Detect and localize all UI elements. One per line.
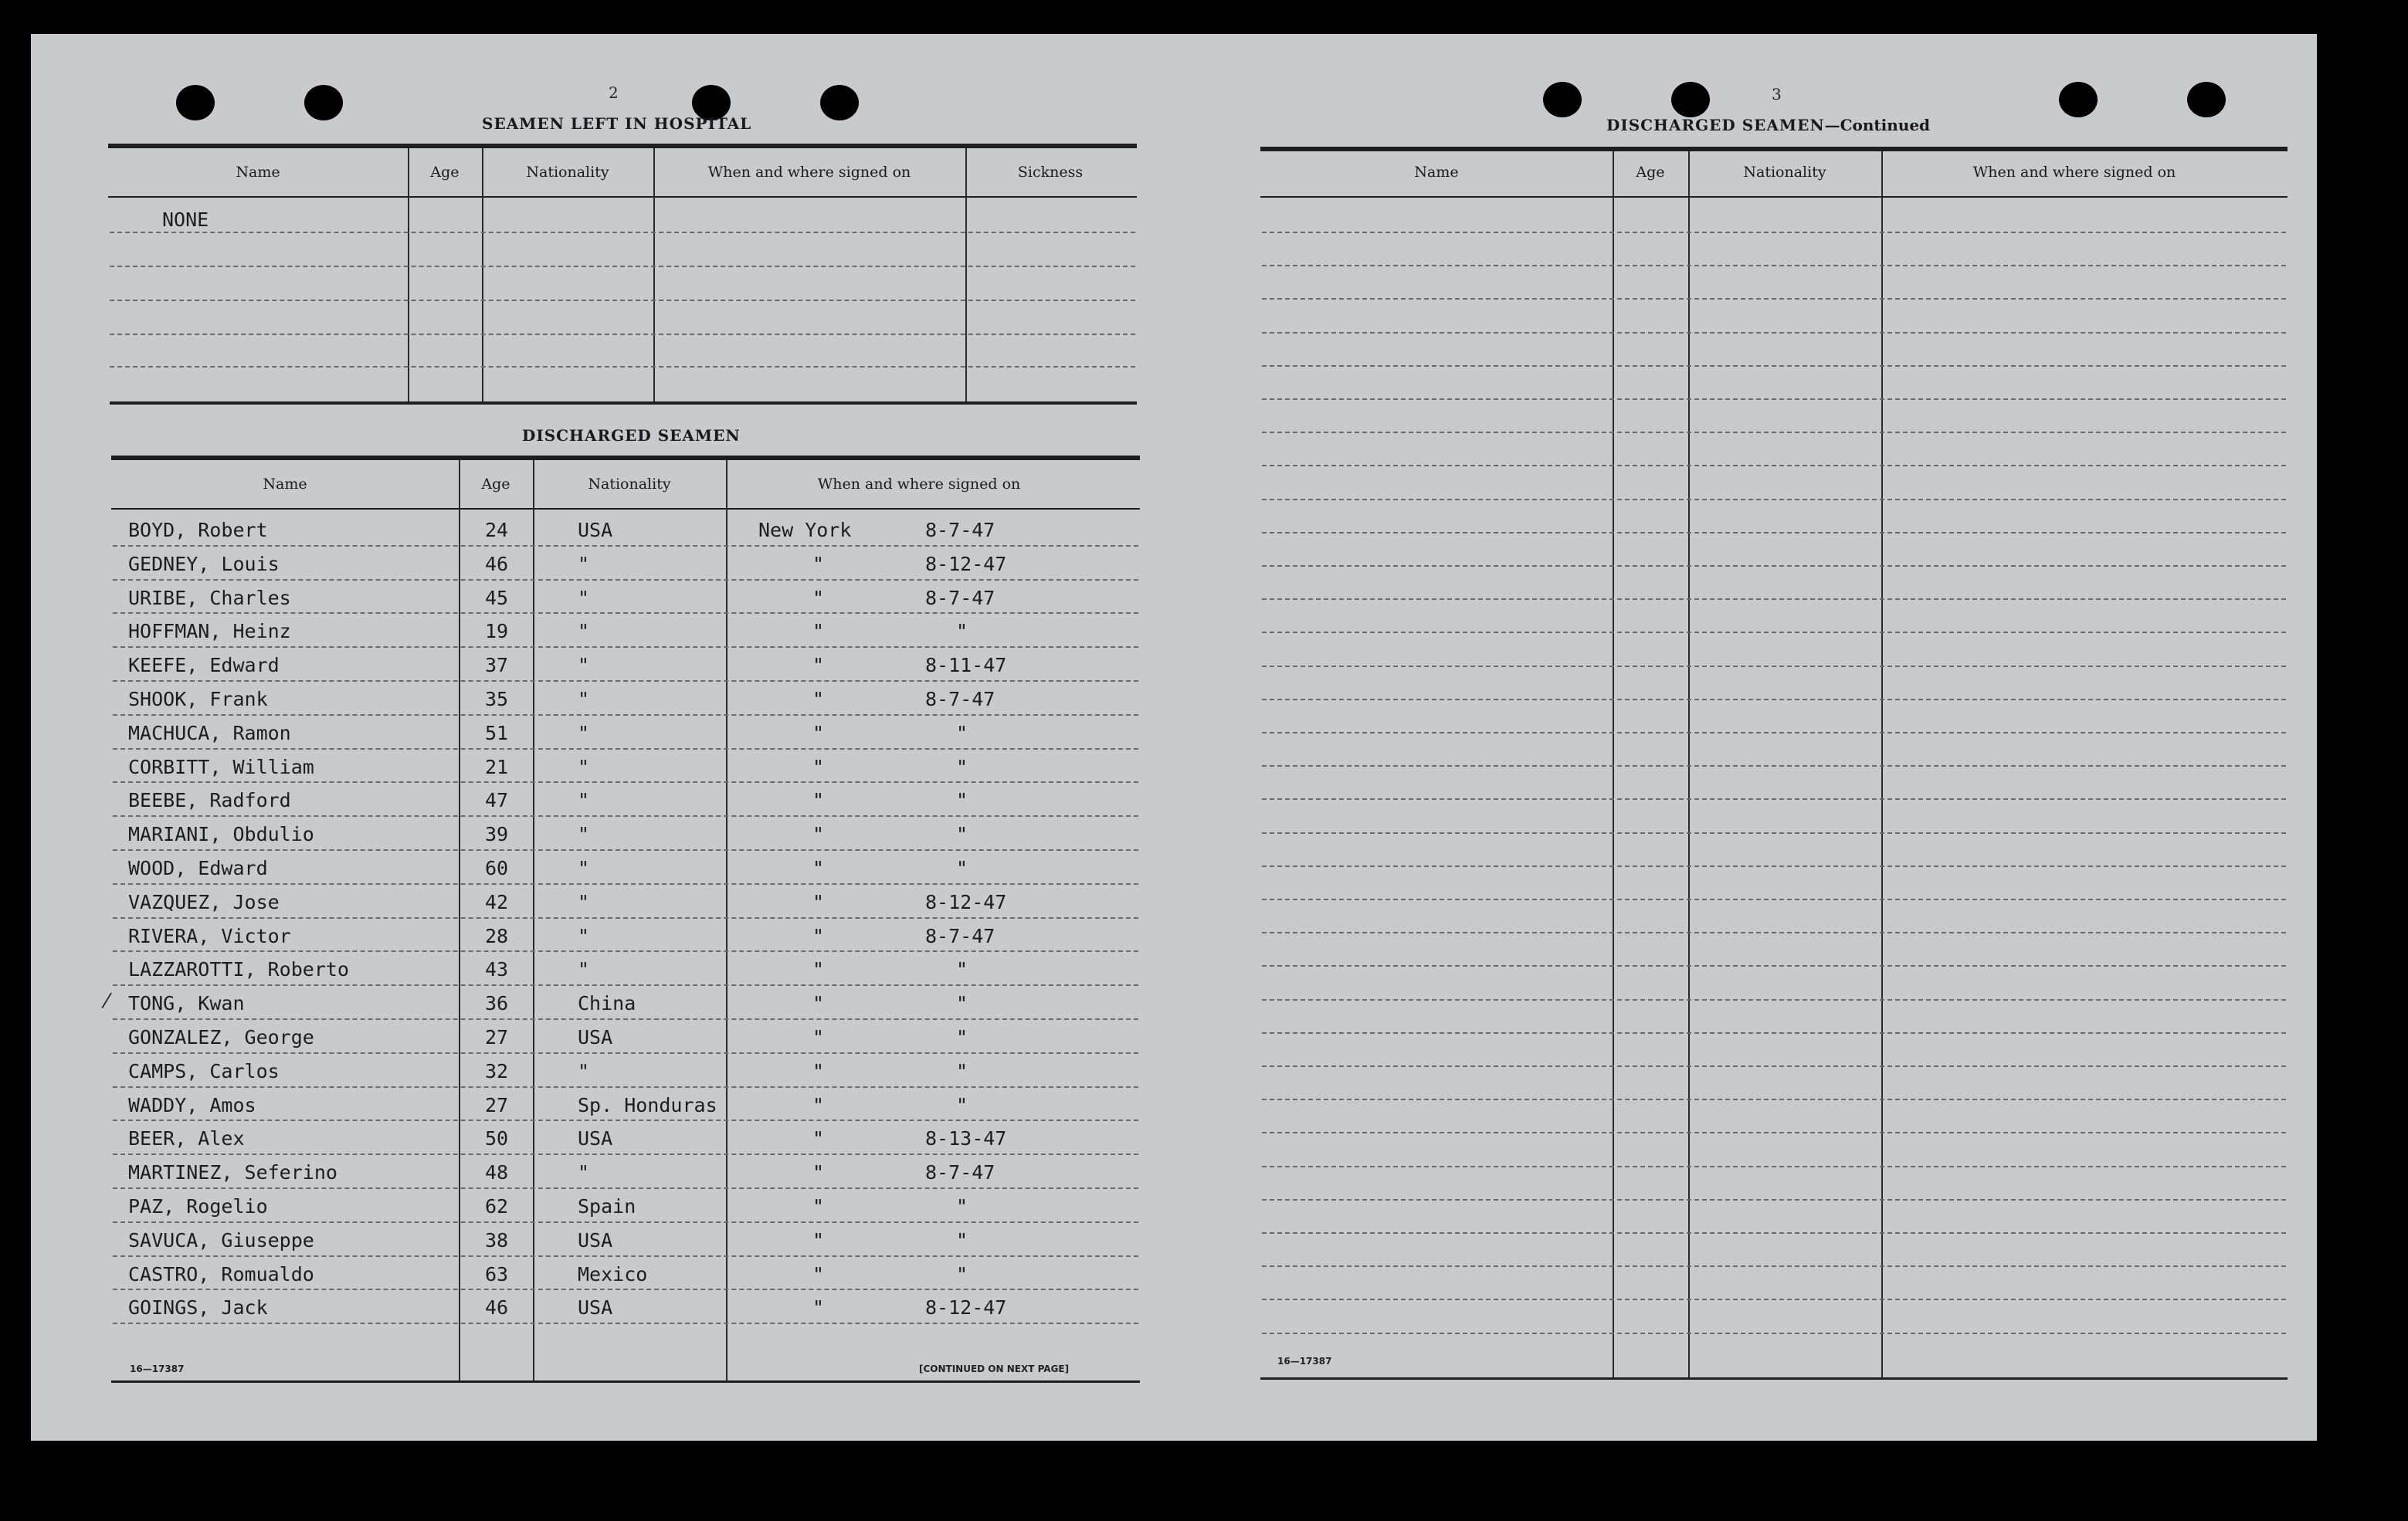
signed-on-place: " — [812, 688, 825, 710]
seaman-age: 62 — [485, 1195, 509, 1218]
seaman-age: 60 — [485, 857, 509, 879]
row-line — [1262, 798, 2286, 800]
seaman-nationality: China — [578, 992, 636, 1015]
row-line — [1262, 1299, 2286, 1300]
section-title: DISCHARGED SEAMEN — [522, 426, 741, 445]
punch-hole — [820, 85, 859, 120]
row-line — [113, 883, 1138, 885]
row-line — [110, 300, 1135, 301]
row-line — [113, 612, 1138, 614]
seaman-name: HOFFMAN, Heinz — [128, 620, 291, 643]
table-top-rule — [1260, 147, 2288, 151]
page-number: 3 — [1772, 85, 1782, 103]
row-line — [1262, 866, 2286, 867]
row-line — [113, 579, 1138, 581]
column-header: Age — [481, 476, 510, 493]
row-line — [1262, 1265, 2286, 1267]
signed-on-place: " — [812, 992, 825, 1015]
row-line — [1262, 398, 2286, 400]
seaman-nationality: " — [578, 688, 590, 710]
seaman-name: MARIANI, Obdulio — [128, 823, 314, 846]
row-line — [1262, 465, 2286, 466]
row-line — [1262, 298, 2286, 300]
seaman-nationality: USA — [578, 1228, 613, 1252]
signed-on-date: " — [956, 1093, 968, 1116]
column-divider — [408, 148, 409, 403]
signed-on-date: " — [956, 620, 968, 643]
seaman-age: 42 — [485, 890, 509, 913]
signed-on-date: 8-7-47 — [925, 586, 995, 609]
row-line — [113, 781, 1138, 783]
column-divider — [726, 460, 727, 1380]
signed-on-place: " — [812, 721, 825, 744]
row-line — [1262, 1166, 2286, 1167]
row-line — [110, 334, 1135, 335]
seaman-nationality: USA — [578, 1026, 613, 1048]
signed-on-date: 8-7-47 — [925, 1161, 995, 1184]
row-line — [1262, 1099, 2286, 1100]
table-bottom-rule — [111, 1380, 1140, 1383]
seaman-nationality: " — [578, 620, 590, 643]
seaman-name: URIBE, Charles — [128, 586, 291, 609]
seaman-age: 46 — [485, 1296, 509, 1319]
punch-hole — [1671, 82, 1710, 117]
table-top-rule — [108, 144, 1137, 148]
seaman-name: VAZQUEZ, Jose — [128, 890, 280, 913]
row-line — [1262, 365, 2286, 367]
seaman-age: 24 — [485, 519, 509, 541]
seaman-nationality: " — [578, 958, 590, 981]
seaman-name: CASTRO, Romualdo — [128, 1262, 314, 1286]
signed-on-date: 8-12-47 — [925, 552, 1007, 575]
signed-on-date: 8-12-47 — [925, 890, 1007, 913]
row-line — [1262, 666, 2286, 667]
seaman-age: 46 — [485, 552, 509, 575]
column-header: Name — [1414, 164, 1459, 181]
signed-on-date: " — [956, 958, 968, 981]
column-header: When and where signed on — [817, 476, 1021, 493]
punch-hole — [2059, 82, 2098, 117]
page-number: 2 — [609, 83, 619, 102]
row-line — [113, 748, 1138, 750]
seaman-age: 63 — [485, 1262, 509, 1286]
seaman-name: SAVUCA, Giuseppe — [128, 1228, 314, 1252]
signed-on-date: " — [956, 1026, 968, 1048]
seaman-name: KEEFE, Edward — [128, 654, 280, 677]
row-line — [1262, 699, 2286, 700]
signed-on-place: " — [812, 1127, 825, 1150]
row-line — [1262, 965, 2286, 967]
row-line — [1262, 232, 2286, 233]
column-header: Age — [430, 164, 460, 181]
signed-on-place: " — [812, 1161, 825, 1184]
seaman-name: SHOOK, Frank — [128, 688, 268, 710]
column-header: Sickness — [1017, 164, 1084, 181]
column-divider — [482, 148, 483, 403]
column-header: When and where signed on — [707, 164, 911, 181]
row-line — [1262, 1032, 2286, 1034]
column-header: Nationality — [526, 164, 609, 181]
seaman-name: BEER, Alex — [128, 1127, 245, 1150]
seaman-nationality: Spain — [578, 1195, 636, 1218]
table-bottom-rule — [110, 401, 1137, 405]
seaman-nationality: USA — [578, 1296, 613, 1319]
row-line — [1262, 332, 2286, 334]
signed-on-place: " — [812, 1262, 825, 1286]
row-line — [110, 366, 1135, 368]
signed-on-place: " — [812, 654, 825, 677]
column-header: Name — [263, 476, 307, 493]
row-line — [1262, 532, 2286, 534]
row-line — [1262, 598, 2286, 600]
signed-on-date: " — [956, 1228, 968, 1252]
seaman-nationality: " — [578, 1161, 590, 1184]
seaman-age: 32 — [485, 1059, 509, 1082]
header-bottom-rule — [111, 508, 1140, 510]
row-line — [110, 266, 1135, 267]
row-line — [1262, 1199, 2286, 1201]
row-line — [113, 1086, 1138, 1088]
signed-on-date: " — [956, 857, 968, 879]
seaman-age: 39 — [485, 823, 509, 846]
column-header: Nationality — [588, 476, 671, 493]
row-line — [113, 714, 1138, 716]
seaman-nationality: USA — [578, 519, 613, 541]
row-line — [1262, 1333, 2286, 1334]
punch-hole — [304, 85, 343, 120]
form-number: 16—17387 — [130, 1363, 185, 1374]
signed-on-place: " — [812, 1059, 825, 1082]
signed-on-place: " — [812, 1093, 825, 1116]
seaman-name: LAZZAROTTI, Roberto — [128, 958, 349, 981]
seaman-nationality: " — [578, 654, 590, 677]
seaman-age: 38 — [485, 1228, 509, 1252]
seaman-nationality: " — [578, 789, 590, 812]
seaman-nationality: " — [578, 890, 590, 913]
seaman-name: GEDNEY, Louis — [128, 552, 280, 575]
signed-on-date: 8-7-47 — [925, 519, 995, 541]
signed-on-date: " — [956, 789, 968, 812]
column-header: Nationality — [1743, 164, 1826, 181]
header-bottom-rule — [108, 196, 1137, 198]
signed-on-date: 8-7-47 — [925, 924, 995, 947]
row-line — [113, 1187, 1138, 1189]
seaman-age: 36 — [485, 992, 509, 1015]
signed-on-place: " — [812, 924, 825, 947]
seaman-name: WOOD, Edward — [128, 857, 268, 879]
seaman-name: WADDY, Amos — [128, 1093, 256, 1116]
row-line — [113, 1153, 1138, 1155]
seaman-name: MACHUCA, Ramon — [128, 721, 291, 744]
row-line — [113, 849, 1138, 851]
section-title: SEAMEN LEFT IN HOSPITAL — [482, 114, 752, 133]
seaman-age: 27 — [485, 1093, 509, 1116]
signed-on-place: " — [812, 857, 825, 879]
row-line — [1262, 932, 2286, 933]
signed-on-place: " — [812, 620, 825, 643]
column-header: Name — [236, 164, 280, 181]
row-line — [1262, 732, 2286, 733]
seaman-nationality: " — [578, 823, 590, 846]
continued-note: [CONTINUED ON NEXT PAGE] — [919, 1363, 1070, 1374]
seaman-nationality: Sp. Honduras — [578, 1093, 717, 1116]
signed-on-place: " — [812, 789, 825, 812]
seaman-nationality: " — [578, 924, 590, 947]
seaman-nationality: " — [578, 857, 590, 879]
seaman-name: GOINGS, Jack — [128, 1296, 268, 1319]
table-top-rule — [111, 456, 1140, 460]
signed-on-place: " — [812, 755, 825, 778]
signed-on-date: " — [956, 992, 968, 1015]
seaman-name: BEEBE, Radford — [128, 789, 291, 812]
row-line — [113, 1255, 1138, 1257]
column-header: Age — [1636, 164, 1665, 181]
seaman-age: 47 — [485, 789, 509, 812]
seaman-age: 37 — [485, 654, 509, 677]
section-title-suffix: —Continued — [1824, 116, 1931, 134]
signed-on-date: 8-12-47 — [925, 1296, 1007, 1319]
signed-on-date: " — [956, 1059, 968, 1082]
row-line — [1262, 499, 2286, 500]
seaman-age: 19 — [485, 620, 509, 643]
seaman-age: 27 — [485, 1026, 509, 1048]
punch-hole — [1543, 82, 1582, 117]
seaman-age: 21 — [485, 755, 509, 778]
signed-on-place: " — [812, 1296, 825, 1319]
row-line — [113, 680, 1138, 682]
column-header: When and where signed on — [1972, 164, 2176, 181]
signed-on-date: " — [956, 1262, 968, 1286]
section-title-main: DISCHARGED SEAMEN — [1606, 116, 1825, 134]
header-bottom-rule — [1260, 196, 2288, 198]
row-line — [113, 1221, 1138, 1223]
seaman-age: 43 — [485, 958, 509, 981]
seaman-nationality: " — [578, 721, 590, 744]
row-line — [113, 950, 1138, 952]
signed-on-place: " — [812, 890, 825, 913]
column-divider — [653, 148, 655, 403]
seaman-age: 35 — [485, 688, 509, 710]
row-line — [113, 1018, 1138, 1020]
seaman-age: 48 — [485, 1161, 509, 1184]
seaman-nationality: " — [578, 586, 590, 609]
row-line — [1262, 1132, 2286, 1133]
seaman-name: MARTINEZ, Seferino — [128, 1161, 337, 1184]
signed-on-date: " — [956, 721, 968, 744]
signed-on-place: " — [812, 823, 825, 846]
section-title — [1606, 116, 1930, 134]
row-line — [1262, 899, 2286, 900]
form-number: 16—17387 — [1277, 1356, 1332, 1367]
signed-on-place: " — [812, 1195, 825, 1218]
signed-on-place: " — [812, 1228, 825, 1252]
signed-on-place: New York — [758, 519, 852, 541]
seaman-age: 28 — [485, 924, 509, 947]
row-line — [1262, 565, 2286, 567]
row-line — [1262, 1065, 2286, 1067]
punch-hole — [176, 85, 215, 120]
row-line — [1262, 432, 2286, 433]
hospital-entry: NONE — [162, 208, 209, 231]
signed-on-place: " — [812, 552, 825, 575]
signed-on-place: " — [812, 1026, 825, 1048]
column-divider — [533, 460, 534, 1380]
row-line — [1262, 1232, 2286, 1234]
signed-on-date: " — [956, 823, 968, 846]
seaman-name: GONZALEZ, George — [128, 1026, 314, 1048]
seaman-nationality: " — [578, 1059, 590, 1082]
signed-on-date: " — [956, 755, 968, 778]
paper-sheet — [31, 34, 2317, 1441]
seaman-age: 45 — [485, 586, 509, 609]
signed-on-date: 8-13-47 — [925, 1127, 1007, 1150]
seaman-nationality: " — [578, 552, 590, 575]
row-line — [113, 984, 1138, 986]
row-line — [113, 1323, 1138, 1324]
seaman-name: CAMPS, Carlos — [128, 1059, 280, 1082]
row-line — [110, 232, 1135, 233]
seaman-nationality: Mexico — [578, 1262, 648, 1286]
signed-on-place: " — [812, 586, 825, 609]
row-line — [113, 1289, 1138, 1290]
row-line — [1262, 832, 2286, 834]
punch-hole — [2187, 82, 2226, 117]
seaman-nationality: " — [578, 755, 590, 778]
seaman-name: TONG, Kwan — [128, 992, 245, 1015]
signed-on-date: 8-11-47 — [925, 654, 1007, 677]
row-line — [113, 1052, 1138, 1054]
signed-on-date: " — [956, 1195, 968, 1218]
seaman-age: 51 — [485, 721, 509, 744]
signed-on-place: " — [812, 958, 825, 981]
signed-on-date: 8-7-47 — [925, 688, 995, 710]
row-line — [113, 545, 1138, 547]
column-divider — [459, 460, 460, 1380]
row-line — [113, 815, 1138, 817]
row-line — [1262, 765, 2286, 767]
seaman-name: CORBITT, William — [128, 755, 314, 778]
row-line — [113, 1120, 1138, 1121]
seaman-nationality: USA — [578, 1127, 613, 1150]
seaman-name: BOYD, Robert — [128, 519, 268, 541]
table-bottom-rule — [1260, 1377, 2288, 1380]
row-line — [113, 917, 1138, 919]
column-divider — [965, 148, 967, 403]
seaman-name: RIVERA, Victor — [128, 924, 291, 947]
row-line — [1262, 632, 2286, 633]
seaman-name: PAZ, Rogelio — [128, 1195, 268, 1218]
row-line — [113, 646, 1138, 648]
check-mark: ⁄ — [105, 990, 109, 1013]
row-line — [1262, 999, 2286, 1001]
seaman-age: 50 — [485, 1127, 509, 1150]
row-line — [1262, 265, 2286, 266]
